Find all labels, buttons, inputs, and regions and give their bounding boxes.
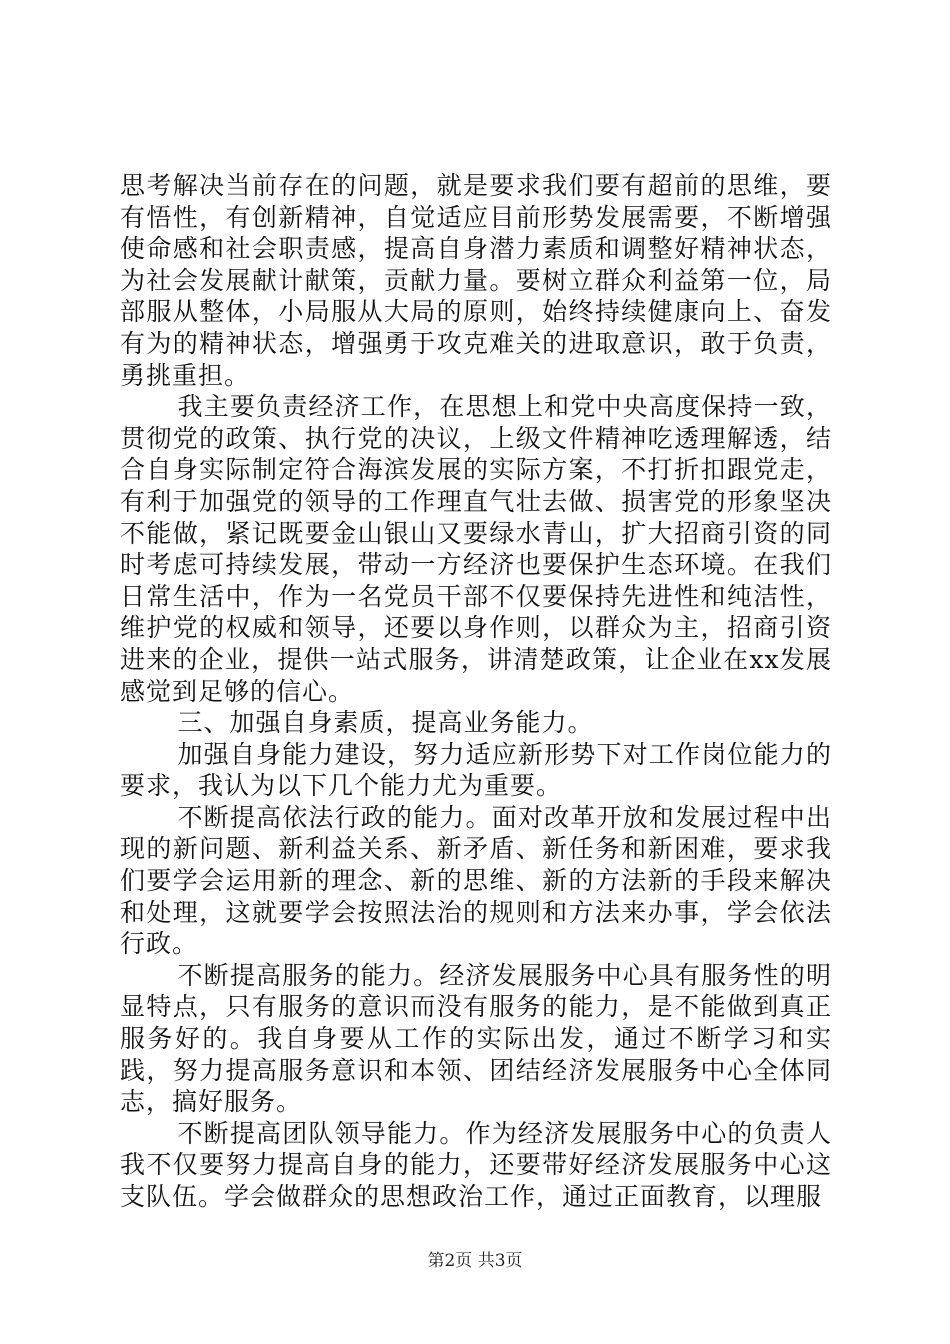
paragraph-3: 加强自身能力建设，努力适应新形势下对工作岗位能力的要求，我认为以下几个能力尤为重要。 xyxy=(120,739,832,801)
paragraph-6: 不断提高团队领导能力。作为经济发展服务中心的负责人我不仅要努力提高自身的能力，还要带好经济发展服务中心这支队伍。学会做群众的思想政治工作，通过正面教育，以理服 xyxy=(120,1118,832,1211)
paragraph-4: 不断提高依法行政的能力。面对改革开放和发展过程中出现的新问题、新利益关系、新矛盾、新任务和新困难，要求我们要学会运用新的理念、新的思维、新的方法新的手段来解决和处理，这就要学会按照法治的规则和方法来办事，学会依法行政。 xyxy=(120,802,832,959)
page-footer xyxy=(0,1246,950,1271)
paragraph-1: 思考解决当前存在的问题，就是要求我们要有超前的思维，要有悟性，有创新精神，自觉适应目前形势发展需要，不断增强使命感和社会职责感，提高自身潜力素质和调整好精神状态，为社会发展献计献策，贡献力量。要树立群众利益第一位，局部服从整体，小局服从大局的原则，始终持续健康向上、奋发有为的精神状态，增强勇于攻克难关的进取意识，敢于负责，勇挑重担。 xyxy=(120,171,832,390)
section-heading: 三、加强自身素质，提高业务能力。 xyxy=(177,708,594,738)
document-body xyxy=(120,170,832,1213)
paragraph-5: 不断提高服务的能力。经济发展服务中心具有服务性的明显特点，只有服务的意识而没有服务的能力，是不能做到真正服务好的。我自身要从工作的实际出发，通过不断学习和实践，努力提高服务意识和本领、团结经济发展服务中心全体同志，搞好服务。 xyxy=(120,960,832,1117)
paragraph-2: 我主要负责经济工作，在思想上和党中央高度保持一致，贯彻党的政策、执行党的决议，上级文件精神吃透理解透，结合自身实际制定符合海滨发展的实际方案，不打折扣跟党走，有利于加强党的领导的工作理直气壮去做、损害党的形象坚决不能做，紧记既要金山银山又要绿水青山，扩大招商引资的同时考虑可持续发展，带动一方经济也要保护生态环境。在我们日常生活中，作为一名党员干部不仅要保持先进性和纯洁性，维护党的权威和领导，还要以身作则，以群众为主，招商引资进来的企业，提供一站式服务，讲清楚政策，让企业在xx发展感觉到足够的信心。 xyxy=(120,392,832,706)
page-number: 第2页 共3页 xyxy=(427,1251,523,1271)
